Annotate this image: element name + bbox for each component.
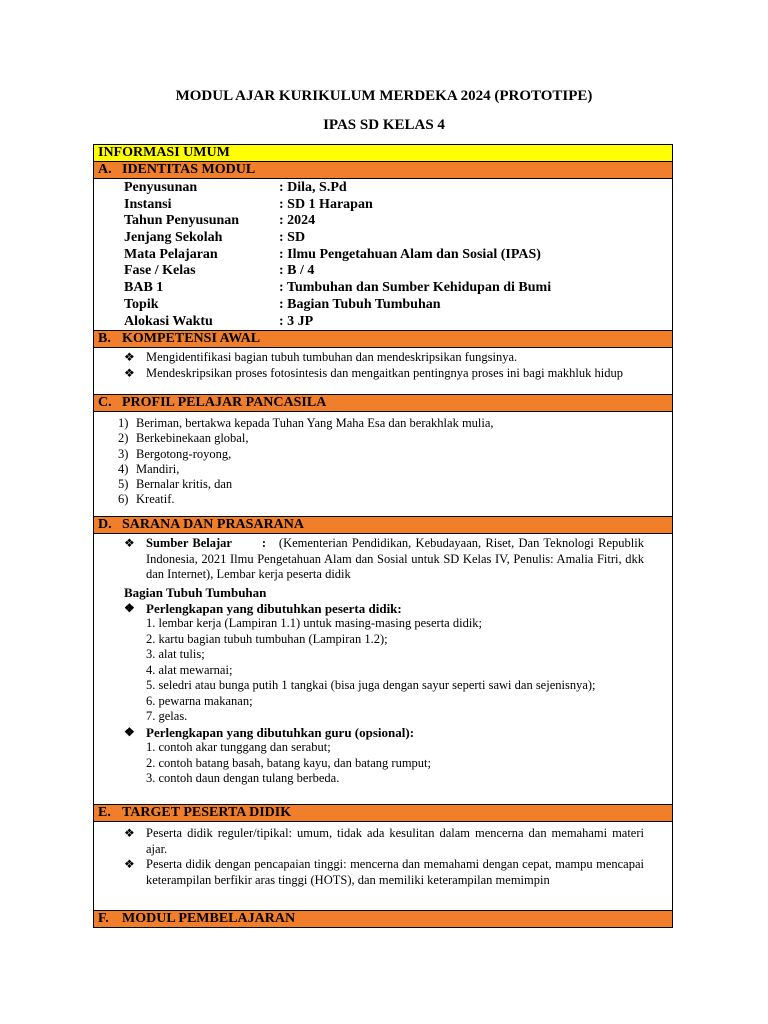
section-title: TARGET PESERTA DIDIK	[122, 805, 292, 820]
section-c-header	[94, 395, 672, 412]
list-item: ❖ Peserta didik dengan pencapaian tinggi: mencerna dan memahami dengan cepat, mampu mencapai keterampilan berfikir aras tinggi (HOTS), dan memiliki keterampilan memimpin	[124, 857, 644, 887]
identitas-row	[94, 280, 672, 297]
diamond-bullet-icon: ❖	[124, 365, 135, 380]
section-title: PROFIL PELAJAR PANCASILA	[122, 395, 327, 410]
list-item: 3. alat tulis;	[146, 647, 205, 661]
diamond-bullet-icon: ❖	[124, 826, 135, 840]
list-text: Kreatif.	[136, 492, 175, 507]
section-a-header	[94, 161, 672, 179]
identitas-label: Instansi	[124, 196, 172, 212]
identitas-row	[94, 247, 672, 264]
profil-list	[94, 416, 672, 508]
identitas-label: Jenjang Sekolah	[124, 230, 223, 246]
identitas-list	[94, 180, 672, 330]
document-title: MODUL AJAR KURIKULUM MERDEKA 2024 (PROTOTIPE)	[175, 88, 593, 104]
section-title: IDENTITAS MODUL	[122, 162, 256, 177]
identitas-row	[94, 263, 672, 280]
identitas-value: : 3 JP	[279, 313, 314, 329]
identitas-value: : SD 1 Harapan	[279, 196, 373, 212]
document-subtitle: IPAS SD KELAS 4	[323, 117, 445, 133]
list-number: 3)	[118, 446, 129, 461]
guru-list	[94, 740, 672, 787]
section-letter: A.	[98, 162, 112, 177]
identitas-value: : Bagian Tubuh Tumbuhan	[279, 296, 441, 312]
section-letter: C.	[98, 395, 112, 410]
list-item	[94, 431, 672, 446]
list-item	[94, 447, 672, 462]
section-title: MODUL PEMBELAJARAN	[122, 911, 296, 926]
identitas-label: BAB 1	[124, 280, 164, 296]
informasi-umum-label: INFORMASI UMUM	[98, 145, 230, 160]
list-text: Bergotong-royong,	[136, 446, 232, 461]
diamond-bullet-icon: ❖	[124, 350, 135, 364]
list-item: 6. pewarna makanan;	[146, 693, 253, 708]
diamond-bullet-icon: ❖	[124, 724, 135, 739]
module-table	[93, 144, 673, 928]
guru-title: ❖ Perlengkapan yang dibutuhkan guru (opsional):	[124, 724, 415, 740]
list-number: 4)	[118, 461, 129, 476]
list-item: 2. contoh batang basah, batang kayu, dan batang rumput;	[146, 755, 431, 770]
section-letter: F.	[98, 911, 109, 926]
list-item: ❖ Mengidentifikasi bagian tubuh tumbuhan dan mendeskripsikan fungsinya.	[124, 350, 518, 364]
target-section	[94, 822, 672, 911]
section-title: SARANA DAN PRASARANA	[122, 517, 305, 532]
identitas-section	[94, 179, 672, 331]
list-item: 3. contoh daun dengan tulang berbeda.	[146, 771, 340, 785]
list-number: 6)	[118, 492, 129, 507]
section-e-header	[94, 805, 672, 822]
list-number: 5)	[118, 477, 129, 492]
sarana-section	[94, 534, 672, 805]
section-letter: B.	[98, 331, 111, 346]
kompetensi-section	[94, 348, 672, 395]
identitas-value: : Ilmu Pengetahuan Alam dan Sosial (IPAS)	[279, 246, 541, 262]
list-item: 1. contoh akar tunggang dan serabut;	[146, 740, 331, 754]
list-item: 7. gelas.	[146, 709, 188, 723]
identitas-row	[94, 197, 672, 214]
list-number: 1)	[118, 416, 129, 430]
diamond-bullet-icon: ❖	[124, 536, 135, 550]
identitas-row	[94, 180, 672, 197]
identitas-value: : Dila, S.Pd	[279, 180, 347, 195]
list-item	[94, 416, 672, 431]
section-letter: D.	[98, 517, 112, 532]
identitas-row	[94, 230, 672, 247]
identitas-row	[94, 314, 672, 331]
section-f-header	[94, 911, 672, 927]
list-text: Mandiri,	[136, 461, 180, 476]
list-item: 1. lembar kerja (Lampiran 1.1) untuk masing-masing peserta didik;	[146, 616, 483, 630]
peserta-title: ❖ Perlengkapan yang dibutuhkan peserta didik:	[124, 600, 402, 616]
identitas-label: Tahun Penyusunan	[124, 213, 240, 229]
identitas-label: Alokasi Waktu	[124, 313, 213, 329]
list-number: 2)	[118, 431, 129, 446]
identitas-label: Topik	[124, 296, 159, 312]
identitas-label: Mata Pelajaran	[124, 246, 218, 262]
identitas-label: Fase / Kelas	[124, 263, 196, 279]
identitas-row	[94, 213, 672, 230]
section-title: KOMPETENSI AWAL	[122, 331, 261, 346]
list-item: ❖ Peserta didik reguler/tipikal: umum, tidak ada kesulitan dalam mencerna dan memahami materi ajar.	[124, 826, 644, 856]
list-item	[94, 492, 672, 507]
list-item	[94, 462, 672, 477]
bagian-title: Bagian Tubuh Tumbuhan	[124, 584, 267, 600]
list-item: 4. alat mewarnai;	[146, 662, 233, 677]
identitas-label: Penyusunan	[124, 180, 198, 195]
list-text: Berkebinekaan global,	[136, 431, 249, 446]
list-item: ❖ Mendeskripsikan proses fotosintesis dan mengaitkan pentingnya proses ini bagi makhluk hidup	[124, 365, 624, 380]
profil-section	[94, 412, 672, 517]
list-item: 5. seledri atau bunga putih 1 tangkai (bisa juga dengan sayur seperti sawi dan sejenisnya);	[146, 678, 596, 692]
list-text: Beriman, bertakwa kepada Tuhan Yang Maha Esa dan berakhlak mulia,	[136, 416, 494, 430]
section-d-header	[94, 517, 672, 534]
identitas-value: : B / 4	[279, 263, 315, 279]
identitas-value: : SD	[279, 230, 306, 246]
identitas-value: : Tumbuhan dan Sumber Kehidupan di Bumi	[279, 280, 552, 296]
section-b-header	[94, 331, 672, 348]
informasi-umum-header	[94, 145, 672, 161]
identitas-row	[94, 297, 672, 314]
list-item: 2. kartu bagian tubuh tumbuhan (Lampiran 1.2);	[146, 631, 388, 646]
diamond-bullet-icon: ❖	[124, 600, 135, 615]
list-text: Bernalar kritis, dan	[136, 477, 233, 492]
peserta-list	[94, 616, 672, 725]
section-letter: E.	[98, 805, 111, 820]
identitas-value: : 2024	[279, 213, 316, 229]
sumber-belajar: ❖ Sumber Belajar : (Kementerian Pendidikan, Kebudayaan, Riset, Dan Teknologi Republik Indonesia, 2021 Ilmu Pengetahuan Alam dan Sosial untuk SD Kelas IV, Penulis: Amalia Fitri, dkk dan Internet), Lembar kerja peserta didik	[124, 536, 645, 581]
list-item	[94, 477, 672, 492]
diamond-bullet-icon: ❖	[124, 857, 135, 871]
